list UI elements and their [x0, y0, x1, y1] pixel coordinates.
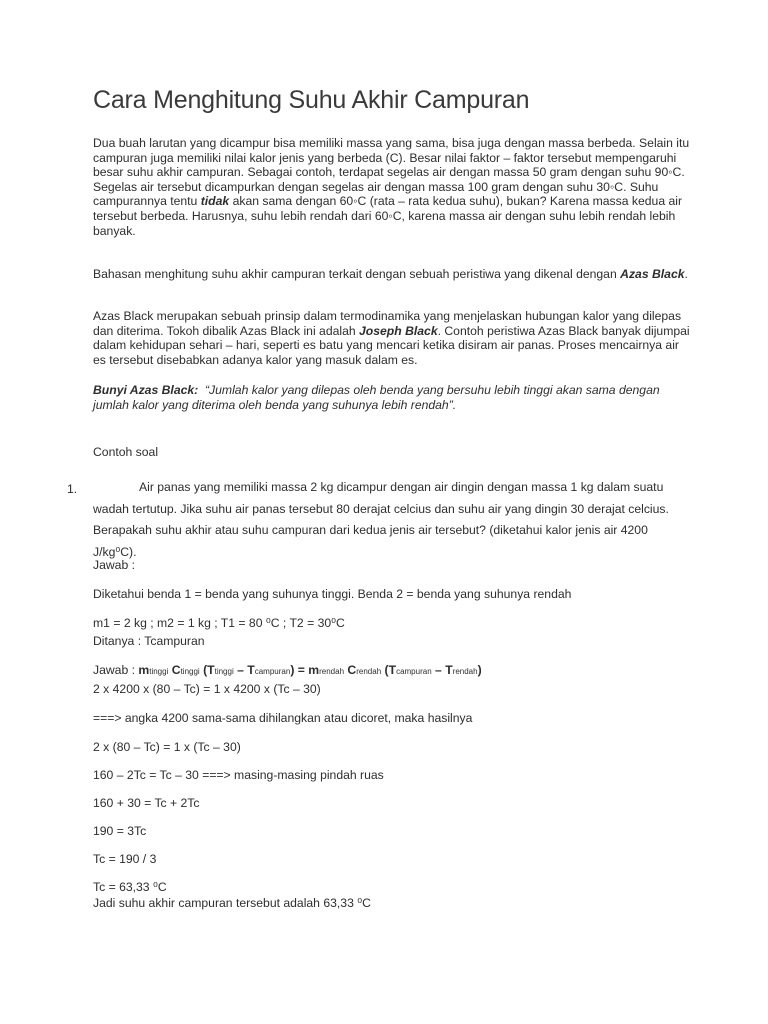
question-body: Air panas yang memiliki massa 2 kg dicampur dengan air dingin dengan massa 1 kg dalam suatu wadah tertutup. Jika suhu air panas tersebut 80 derajat celcius dan suhu air yang dingin 30 derajat celcius. Berapakah suhu akhir atau suhu campuran dari kedua jenis air tersebut? (diketahui kalor jenis air 4200 J/kg⁰C). [93, 480, 669, 559]
step-6: 190 = 3Tc [93, 824, 147, 838]
azas-def-text-rest: . Contoh peristiwa Azas Black banyak dijumpai dalam kehidupan sehari – hari, seperti es batu yang mencari ketika disiram air panas. Proses mencairnya air es tersebut disebabkan adanya kalor yang masuk dalam es. [93, 323, 690, 367]
azas-black-term: Azas Black [620, 267, 685, 281]
formula-sub-tinggi: tinggi [149, 667, 169, 676]
formula-close: ) [477, 663, 482, 677]
step-2: ===> angka 4200 sama-sama dihilangkan atau dicoret, maka hasilnya [93, 711, 473, 725]
step-5: 160 + 30 = Tc + 2Tc [93, 796, 200, 810]
formula-t-4: T [445, 663, 453, 677]
formula-minus-2: – [431, 663, 446, 677]
diketahui-line: Diketahui benda 1 = benda yang suhunya tinggi. Benda 2 = benda yang suhunya rendah [93, 587, 572, 601]
question-text [93, 477, 693, 563]
formula-t: T [207, 663, 215, 677]
step-3: 2 x (80 – Tc) = 1 x (Tc – 30) [93, 740, 241, 754]
formula-sub-rendah-2: rendah [356, 667, 382, 676]
formula-t-3: T [388, 663, 397, 677]
intro-emphasis-tidak: tidak [200, 194, 230, 209]
intro-text: Dua buah larutan yang dicampur bisa memiliki massa yang sama, bisa juga dengan massa berbeda. Selain itu campuran juga memiliki nilai kalor jenis yang berbeda (C). Besar nilai faktor – faktor tersebut mempengaruhi besar suhu akhir campuran. Sebagai contoh, terdapat segelas air dengan massa 50 gram dengan suhu 90◦C. Segelas air tersebut dicampurkan dengan segelas air dengan massa 100 gram dengan suhu 30◦C. Suhu campurannya tentu [93, 136, 690, 209]
formula-minus: – [233, 663, 248, 677]
formula-sub-campuran: campuran [254, 667, 291, 676]
step-1: 2 x 4200 x (80 – Tc) = 1 x 4200 x (Tc – 30) [93, 682, 321, 696]
bunyi-quote: “Jumlah kalor yang dilepas oleh benda yang bersuhu lebih tinggi akan sama dengan jumlah kalor yang diterima oleh benda yang suhunya lebih rendah”. [93, 383, 660, 412]
formula-equals: ) = [290, 663, 309, 677]
intro-text-rest: akan sama dengan 60◦C (rata – rata kedua suhu), bukan? Karena massa kedua air tersebut berbeda. Harusnya, suhu lebih rendah dari 60◦C, karena massa air dengan suhu lebih rendah lebih banyak. [93, 194, 683, 238]
jawab-label: Jawab : [93, 558, 136, 572]
azas-def-text: Azas Black merupakan sebuah prinsip dalam termodinamika yang menjelaskan hubungan kalor yang dilepas dan diterima. Tokoh dibalik Azas Black ini adalah [93, 309, 682, 338]
formula-t-2: T [247, 663, 255, 677]
page-title: Cara Menghitung Suhu Akhir Campuran [93, 86, 530, 114]
formula-prefix: Jawab : [93, 663, 139, 677]
contoh-soal-heading: Contoh soal [93, 445, 159, 459]
azas-black-definition-paragraph [93, 309, 693, 367]
formula-c-2: C [347, 663, 357, 677]
azas-intro-end: . [684, 267, 688, 281]
azas-black-intro-paragraph [93, 267, 693, 282]
formula-c: C [171, 663, 181, 677]
formula-open: ( [199, 663, 208, 677]
formula-sub-rendah: rendah [319, 667, 345, 676]
conclusion-line: Jadi suhu akhir campuran tersebut adalah 63,33 ⁰C [93, 896, 371, 910]
formula-sub-rendah-3: rendah [452, 667, 478, 676]
formula-open-2: ( [381, 663, 389, 677]
step-8: Tc = 63,33 ⁰C [93, 880, 167, 894]
joseph-black-name: Joseph Black [359, 323, 438, 338]
bunyi-azas-black [93, 383, 693, 412]
step-7: Tc = 190 / 3 [93, 852, 157, 866]
azas-intro-text: Bahasan menghitung suhu akhir campuran terkait dengan sebuah peristiwa yang dikenal dengan [93, 267, 617, 281]
intro-paragraph [93, 136, 693, 238]
formula-sub-campuran-2: campuran [396, 667, 432, 676]
given-values-line: m1 = 2 kg ; m2 = 1 kg ; T1 = 80 ⁰C ; T2 = 30⁰C [93, 616, 345, 630]
bunyi-label: Bunyi Azas Black: [93, 383, 199, 397]
formula-sub-tinggi-3: tinggi [214, 667, 234, 676]
ditanya-line: Ditanya : Tcampuran [93, 634, 205, 648]
black-formula-line [93, 663, 482, 680]
step-4: 160 – 2Tc = Tc – 30 ===> masing-masing pindah ruas [93, 768, 384, 782]
formula-m-2: m [308, 663, 320, 677]
question-number: 1. [67, 482, 78, 496]
formula-m: m [138, 663, 150, 677]
formula-sub-tinggi-2: tinggi [180, 667, 200, 676]
